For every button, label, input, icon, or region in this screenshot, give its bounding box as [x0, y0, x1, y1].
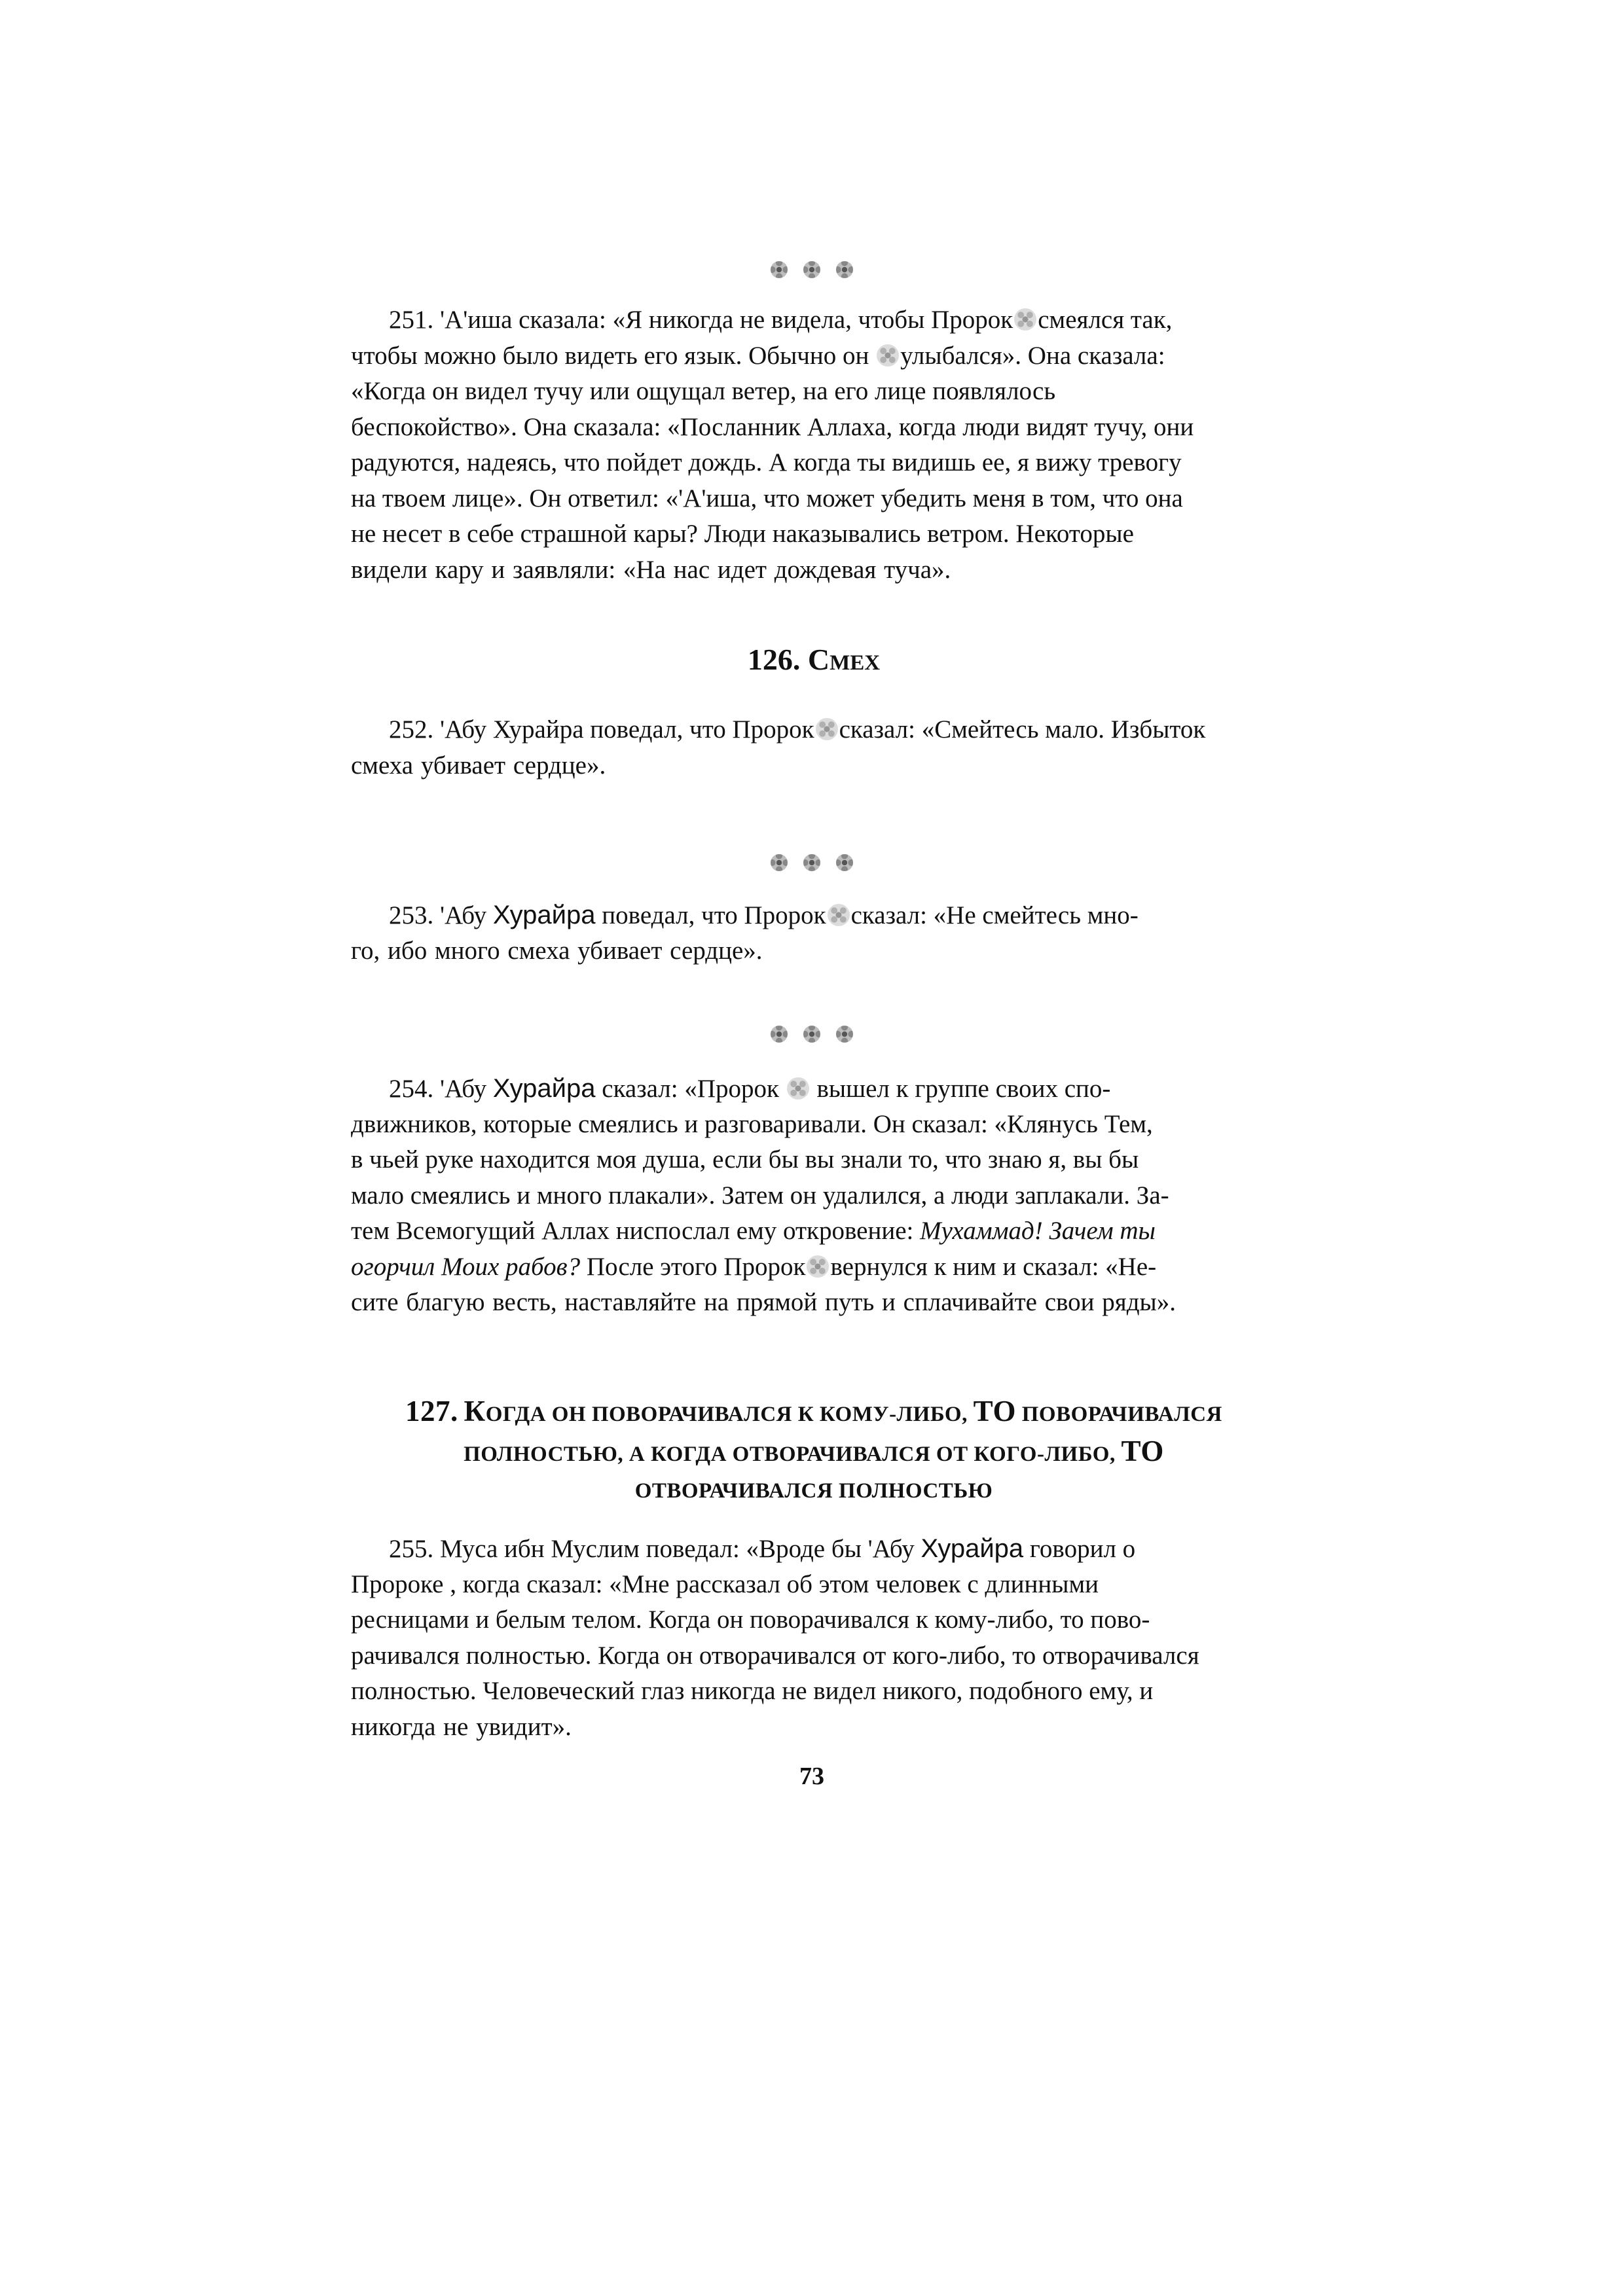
- hadith-255: [351, 1531, 1277, 1745]
- rosette-icon: [803, 261, 820, 278]
- title-initial: С: [807, 643, 830, 676]
- rosette-icon: [803, 854, 820, 871]
- text-line: [351, 1071, 1277, 1107]
- narrator-name: Хурайра: [492, 901, 596, 929]
- text-line: [351, 338, 1277, 374]
- salawat-icon: [828, 904, 850, 926]
- text-line: беспокойство». Она сказала: «Посланник Аллаха, когда люди видят тучу, они: [351, 412, 1194, 441]
- text-line: полностью. Человеческий глаз никогда не видел никого, подобного ему, и: [351, 1677, 1154, 1705]
- text-fragment: говорил о: [1029, 1535, 1136, 1563]
- salawat-icon: [1014, 308, 1036, 331]
- title-text: ТО: [973, 1395, 1017, 1427]
- text-line: в чьей руке находится моя душа, если бы вы знали то, что знаю я, вы бы: [351, 1145, 1139, 1174]
- text-line: видели кару и заявляли: «На нас идет дождевая туча».: [351, 555, 951, 584]
- chapter-heading-126: [351, 640, 1277, 683]
- chapter-title: [808, 643, 880, 676]
- text-fragment: поведал, что Пророк: [602, 901, 826, 929]
- text-fragment: вышел к группе своих спо-: [816, 1075, 1111, 1103]
- text-line: радуются, надеясь, что пойдет дождь. А когда ты видишь ее, я вижу тревогу: [351, 448, 1182, 476]
- text-fragment: улыбался». Она сказала:: [900, 341, 1165, 370]
- rosette-icon: [771, 854, 788, 871]
- rosette-icon: [771, 1026, 788, 1043]
- text-fragment: чтобы можно было видеть его язык. Обычно он: [351, 341, 869, 370]
- text-fragment: После этого Пророк: [586, 1252, 806, 1281]
- text-fragment: 254. 'Абу: [389, 1075, 487, 1103]
- rosette-icon: [771, 261, 788, 278]
- narrator-name: Хурайра: [492, 1074, 596, 1103]
- text-fragment: тем Всемогущий Аллах ниспослал ему откровение:: [351, 1217, 914, 1245]
- text-line: [351, 302, 1277, 338]
- text-line: мало смеялись и много плакали». Затем он удалился, а люди заплакали. За-: [351, 1181, 1169, 1210]
- text-line: движников, которые смеялись и разговаривали. Он сказал: «Клянусь Тем,: [351, 1109, 1153, 1138]
- title-text: ОГДА ОН ПОВОРАЧИВАЛСЯ К КОМУ-ЛИБО,: [485, 1403, 968, 1426]
- text-fragment: 253. 'Абу: [389, 901, 487, 929]
- narrator-name: Хурайра: [921, 1534, 1024, 1563]
- ornament-divider: [720, 850, 903, 876]
- text-line: не несет в себе страшной кары? Люди наказывались ветром. Некоторые: [351, 520, 1134, 548]
- quran-quote: Мухаммад! Зачем ты: [920, 1217, 1156, 1245]
- rosette-icon: [803, 1026, 820, 1043]
- salawat-icon: [807, 1255, 829, 1278]
- text-line: на твоем лице». Он ответил: «'А'иша, что может убедить меня в том, что она: [351, 484, 1183, 512]
- text-fragment: сказал: «Смейтесь мало. Избыток: [839, 715, 1206, 744]
- salawat-icon: [787, 1077, 809, 1100]
- text-fragment: 252. 'Абу Хурайра поведал, что Пророк: [389, 715, 814, 744]
- text-fragment: вернулся к ним и сказал: «Не-: [830, 1252, 1157, 1281]
- chapter-number: 127.: [405, 1395, 458, 1427]
- title-rest: МЕХ: [830, 651, 881, 675]
- salawat-icon: [816, 718, 838, 740]
- text-fragment: 255. Муса ибн Муслим поведал: «Вроде бы 'Абу: [389, 1535, 915, 1563]
- text-line: «Когда он видел тучу или ощущал ветер, на его лице появлялось: [351, 377, 1056, 405]
- rosette-icon: [836, 854, 853, 871]
- text-line: сите благую весть, наставляйте на прямой путь и сплачивайте свои ряды».: [351, 1288, 1176, 1316]
- hadith-254: [351, 1071, 1277, 1321]
- hadith-251: [351, 302, 1277, 588]
- text-fragment: сказал: «Пророк: [602, 1075, 779, 1103]
- text-line: го, ибо много смеха убивает сердце».: [351, 936, 763, 965]
- hadith-252: [351, 712, 1277, 783]
- text-fragment: сказал: «Не смейтесь мно-: [850, 901, 1139, 929]
- text-line: ресницами и белым телом. Когда он поворачивался к кому-либо, то пово-: [351, 1605, 1150, 1634]
- text-line: никогда не увидит».: [351, 1712, 572, 1741]
- rosette-icon: [836, 1026, 853, 1043]
- text-line: [351, 1249, 1277, 1285]
- ornament-divider: [720, 1021, 903, 1047]
- chapter-heading-127: [351, 1393, 1277, 1509]
- chapter-number: 126.: [747, 643, 801, 676]
- quran-quote: огорчил Моих рабов?: [351, 1252, 581, 1281]
- ornament-divider: [720, 257, 903, 283]
- heading-line: [351, 1433, 1277, 1473]
- text-fragment: смеялся так,: [1038, 306, 1173, 334]
- page-number: 73: [799, 1763, 824, 1790]
- rosette-icon: [836, 261, 853, 278]
- title-text: ПОВОРАЧИВАЛСЯ: [1021, 1403, 1222, 1426]
- title-text: ПОЛНОСТЬЮ, А КОГДА ОТВОРАЧИВАЛСЯ ОТ КОГО-ЛИБО,: [464, 1443, 1116, 1466]
- salawat-icon: [877, 344, 899, 367]
- text-line: рачивался полностью. Когда он отворачивался от кого-либо, то отворачивался: [351, 1641, 1199, 1670]
- heading-line: [351, 1393, 1277, 1433]
- heading-line: ОТВОРАЧИВАЛСЯ ПОЛНОСТЬЮ: [634, 1479, 993, 1503]
- text-line: Пророке , когда сказал: «Мне рассказал об этом человек с длинными: [351, 1570, 1099, 1598]
- text-line: [351, 1531, 1277, 1567]
- text-line: [351, 1213, 1277, 1249]
- text-line: смеха убивает сердце».: [351, 751, 606, 780]
- title-initial: К: [464, 1395, 486, 1427]
- text-line: [351, 712, 1277, 748]
- hadith-253: [351, 897, 1277, 969]
- text-fragment: 251. 'А'иша сказала: «Я никогда не видела, чтобы Пророк: [389, 306, 1013, 334]
- title-text: ТО: [1121, 1435, 1164, 1467]
- text-line: [351, 897, 1277, 933]
